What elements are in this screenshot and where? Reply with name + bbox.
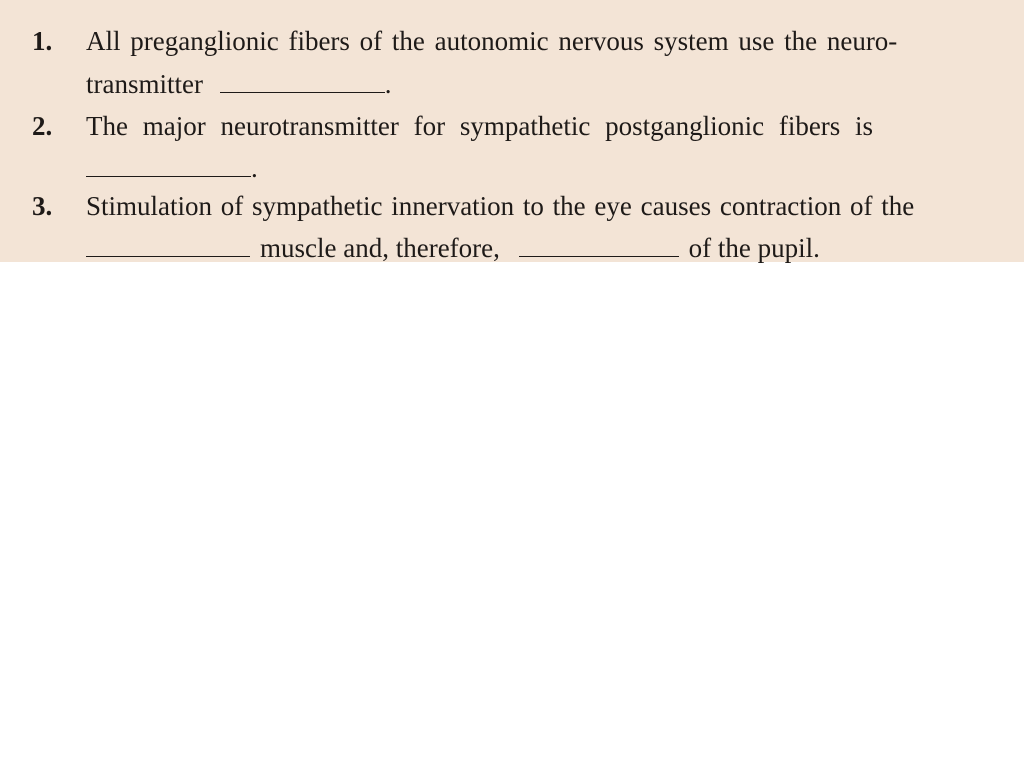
question-1-period: .: [384, 69, 392, 99]
question-3-text-line-2: [86, 232, 820, 264]
question-3-text-line-1: Stimulation of sympathetic innervation to the eye causes contraction of the: [86, 191, 915, 221]
question-3-number: 3.: [32, 191, 53, 221]
question-1-text-line-1: All preganglionic fibers of the autonomic nervous system use the neuro-: [86, 26, 898, 56]
question-2-answer-blank[interactable]: [86, 154, 251, 177]
question-2-number: 2.: [32, 111, 53, 141]
question-3-mid-text: muscle and, therefore,: [260, 233, 500, 263]
question-1-text-line-2: [86, 68, 391, 100]
scanned-worksheet: [0, 0, 1024, 262]
question-2-text-line-2: [86, 152, 258, 184]
question-3-answer-blank-1[interactable]: [86, 234, 250, 257]
question-3-answer-blank-2[interactable]: [519, 234, 679, 257]
question-2-period: .: [251, 153, 258, 183]
question-1-answer-blank[interactable]: [220, 70, 385, 93]
question-1-text: transmitter: [86, 69, 203, 99]
question-1-number: 1.: [32, 26, 53, 56]
question-3-end-text: of the pupil.: [688, 233, 820, 263]
question-2-text-line-1: The major neurotransmitter for sympathetic postganglionic fibers is: [86, 111, 874, 141]
